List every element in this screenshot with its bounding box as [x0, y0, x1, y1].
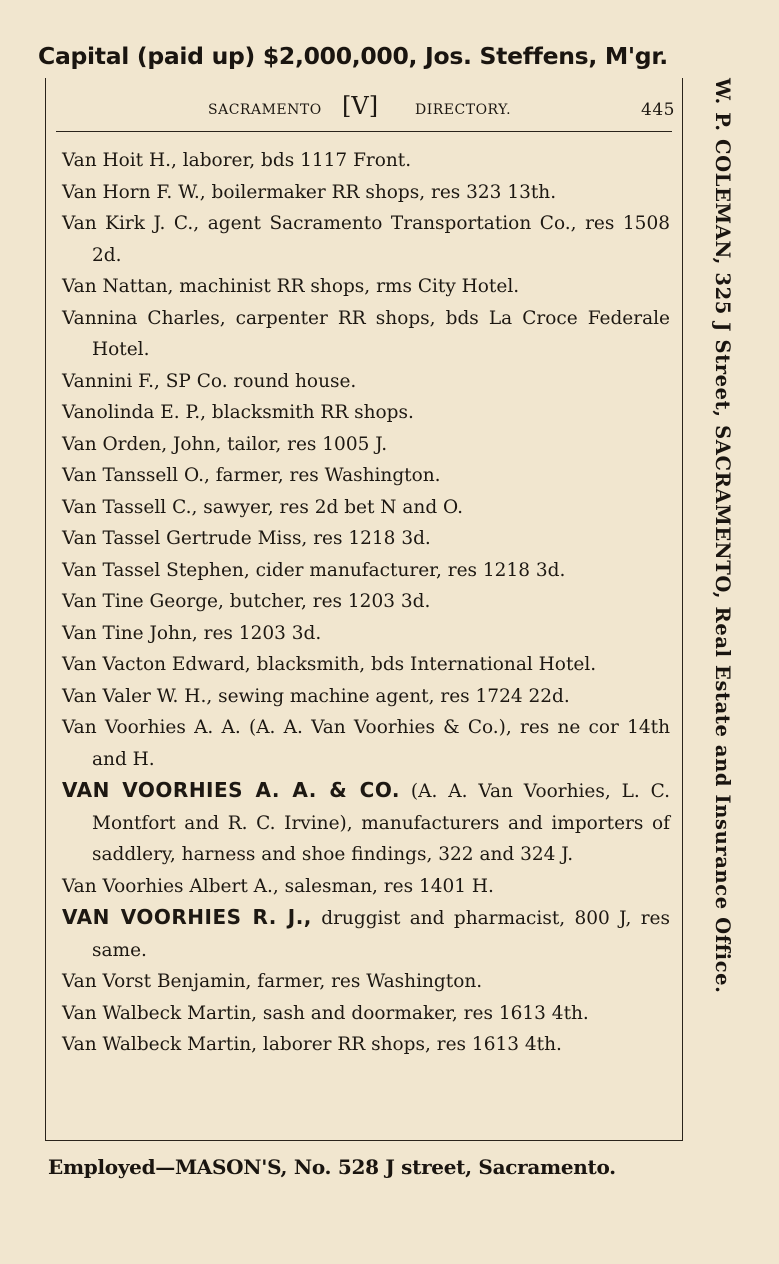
running-head-label: DIRECTORY. — [415, 102, 512, 118]
page-number: 445 — [641, 100, 675, 120]
directory-entry: Van Voorhies Albert A., salesman, res 1401 H. — [62, 875, 494, 897]
top-advertisement: Capital (paid up) $2,000,000, Jos. Steffens, M'gr. — [38, 42, 668, 70]
side-advertisement: W. P. COLEMAN, 325 J Street, SACRAMENTO, Real Estate and Insurance Office. — [711, 78, 734, 994]
directory-entry: Van Valer W. H., sewing machine agent, res 1724 22d. — [62, 685, 570, 707]
directory-entry: Van Vorst Benjamin, farmer, res Washington. — [62, 971, 483, 992]
bottom-advertisement: Employed—MASON'S, No. 528 J street, Sacramento. — [48, 1155, 616, 1179]
running-head-city: SACRAMENTO — [208, 102, 322, 118]
running-head — [60, 92, 675, 124]
directory-entry: Van Kirk J. C., agent Sacramento Transportation Co., res 1508 2d. — [62, 213, 670, 266]
directory-entry: Van Tassel Stephen, cider manufacturer, res 1218 3d. — [62, 559, 566, 581]
featured-business-name: VAN VOORHIES A. A. & CO. — [62, 778, 401, 802]
directory-entry: Van Tassel Gertrude Miss, res 1218 3d. — [62, 528, 431, 549]
directory-entry-featured: VAN VOORHIES A. A. & CO. (A. A. Van Voorhies, L. C. Montfort and R. C. Irvine), manufacturers and importers of saddlery, harness and shoe findings, 322 and 324 J. — [62, 778, 670, 865]
directory-entry: Van Nattan, machinist RR shops, rms City Hotel. — [62, 276, 520, 297]
directory-entry: Van Hoit H., laborer, bds 1117 Front. — [62, 150, 412, 171]
directory-entry: Van Walbeck Martin, sash and doormaker, res 1613 4th. — [62, 1002, 589, 1024]
directory-entry: Van Vacton Edward, blacksmith, bds International Hotel. — [62, 654, 597, 675]
directory-entry: Vannina Charles, carpenter RR shops, bds La Croce Federale Hotel. — [62, 307, 670, 360]
directory-entry: Van Voorhies A. A. (A. A. Van Voorhies & Co.), res ne cor 14th and H. — [62, 717, 670, 770]
directory-entry: Van Tine George, butcher, res 1203 3d. — [62, 591, 431, 612]
directory-entry-featured: VAN VOORHIES R. J., druggist and pharmacist, 800 J, res same. — [62, 905, 670, 961]
featured-business-name: VAN VOORHIES R. J., — [62, 905, 312, 929]
directory-entry: Van Tine John, res 1203 3d. — [62, 622, 322, 644]
header-rule — [56, 131, 672, 132]
directory-entry: Van Orden, John, tailor, res 1005 J. — [62, 433, 388, 455]
directory-entry: Van Tassell C., sawyer, res 2d bet N and O. — [62, 496, 464, 518]
directory-entry: Van Horn F. W., boilermaker RR shops, res 323 13th. — [62, 181, 557, 203]
directory-entry: Van Walbeck Martin, laborer RR shops, res 1613 4th. — [62, 1034, 562, 1055]
directory-entry: Vanolinda E. P., blacksmith RR shops. — [62, 402, 414, 423]
running-head-letter: [V] — [342, 92, 379, 120]
directory-entry: Van Tanssell O., farmer, res Washington. — [62, 465, 441, 486]
directory-entries — [62, 145, 670, 1061]
directory-entry: Vannini F., SP Co. round house. — [62, 370, 357, 392]
